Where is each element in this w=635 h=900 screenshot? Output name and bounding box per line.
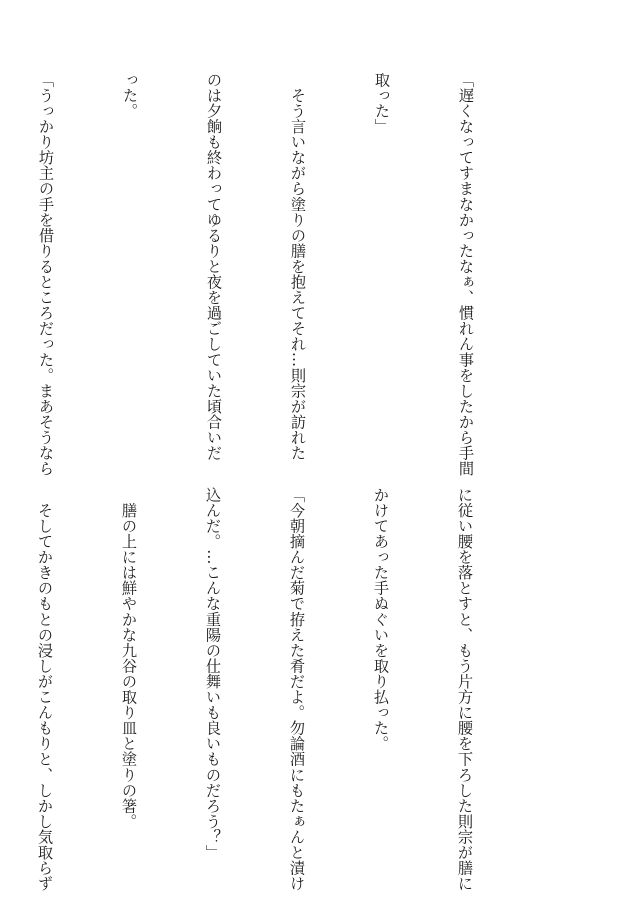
text-line: そう言いながら塗りの膳を抱えてそれ…則宗が訪れた bbox=[289, 72, 307, 461]
text-line: のは夕餉も終わってゆるりと夜を過ごしていた頃合いだ bbox=[205, 72, 223, 461]
text-block-top bbox=[0, 72, 536, 477]
text-line: 「今朝摘んだ菊で拵えた肴だよ。勿論酒にもたぁんと漬け bbox=[288, 487, 306, 892]
text-line: 込んだ。…こんな重陽の仕舞いも良いものだろう？」 bbox=[204, 487, 222, 861]
text-line: かけてあった手ぬぐいを取り払った。 bbox=[372, 487, 390, 752]
text-line: 膳の上には鮮やかな九谷の取り皿と塗りの箸。 bbox=[120, 487, 138, 830]
text-line: に従い腰を落とすと、もう片方に腰を下ろした則宗が膳に bbox=[456, 487, 474, 892]
text-line: そしてかきのもとの浸しがこんもりと、しかし気取らず bbox=[36, 487, 54, 892]
text-block-bottom bbox=[0, 487, 535, 892]
text-line: った。 bbox=[121, 72, 139, 119]
text-line: 取った」 bbox=[373, 72, 391, 135]
text-line: 「遅くなってすまなかったなぁ、慣れん事をしたから手間 bbox=[457, 72, 475, 477]
text-line: 「うっかり坊主の手を借りるところだった。まあそうなら bbox=[37, 72, 55, 477]
